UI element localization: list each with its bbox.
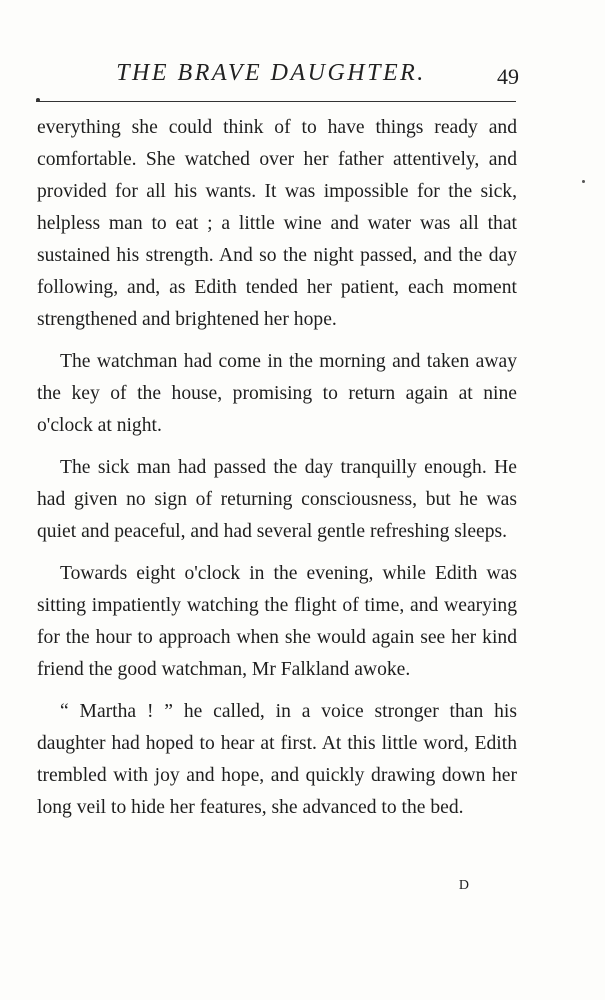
margin-speck (582, 180, 585, 183)
paragraph: everything she could think of to have things ready and comfortable. She watched over her father attentively, and provided for all his wants. It was impossible for the sick, helpless man to eat ; a little wine and water was all that sustained his strength. And so the night passed, and the day following, and, as Edith tended her patient, each moment strengthened and brightened her hope. (37, 117, 517, 330)
paragraph: The watchman had come in the morning and taken away the key of the house, promising to return again at nine o'clock at night. (37, 351, 517, 436)
body-text (37, 112, 517, 834)
running-head (0, 60, 605, 94)
signature-mark: D (458, 878, 469, 893)
header-rule (36, 101, 516, 103)
paragraph: Towards eight o'clock in the evening, while Edith was sitting impatiently watching the flight of time, and wearying for the hour to approach when she would again see her kind friend the good watchman, Mr Falkland awoke. (37, 563, 517, 680)
page-number: 49 (497, 64, 519, 89)
paragraph: The sick man had passed the day tranquilly enough. He had given no sign of returning consciousness, but he was quiet and peaceful, and had several gentle refreshing sleeps. (37, 457, 517, 542)
paragraph: “ Martha ! ” he called, in a voice stronger than his daughter had hoped to hear at first. At this little word, Edith trembled with joy and hope, and quickly drawing down her long veil to hide her features, she advanced to the bed. (37, 701, 517, 818)
running-title: THE BRAVE DAUGHTER. (116, 60, 426, 86)
